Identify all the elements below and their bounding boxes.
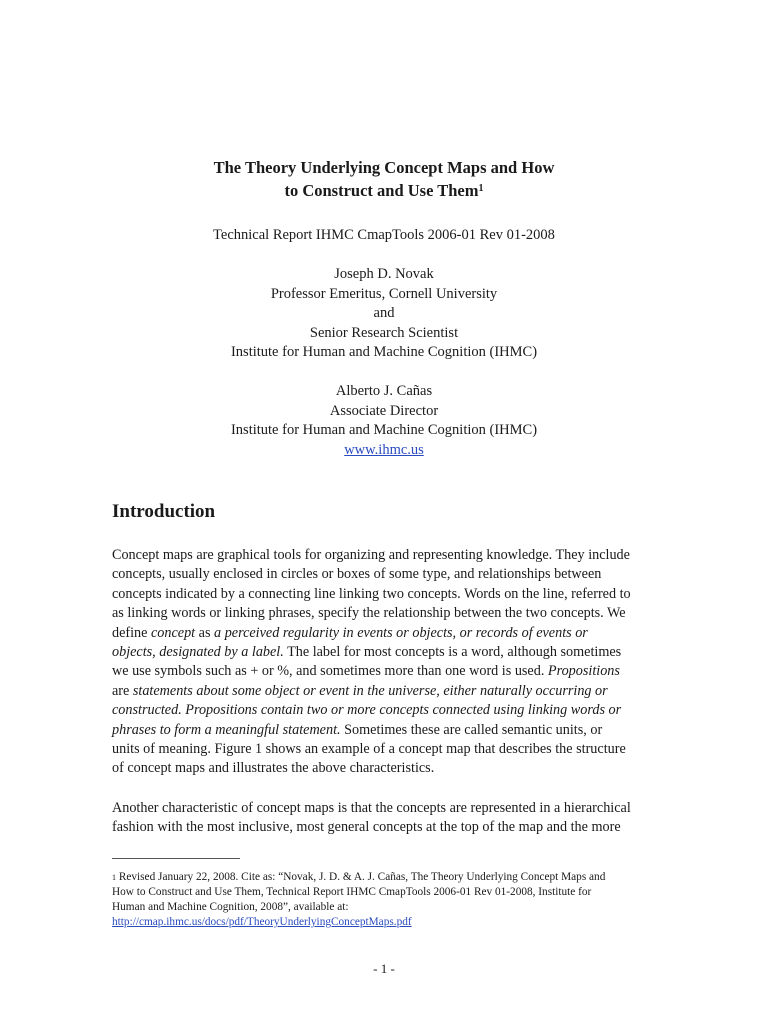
line-text: define (112, 624, 151, 641)
paragraph-line (112, 701, 666, 720)
italic-term: Propositions (547, 663, 620, 680)
title-line-2-text: to Construct and Use Them (284, 181, 479, 200)
page-number: - 1 - (373, 961, 395, 976)
paragraph-line (112, 682, 666, 701)
section-heading-introduction: Introduction (112, 501, 216, 522)
paragraph-line (112, 604, 666, 623)
line-text: are (112, 682, 133, 699)
italic-definition: phrases to form a meaningful statement. (112, 721, 341, 738)
line-text: fashion with the most inclusive, most general concepts at the top of the map and the more (112, 819, 621, 836)
report-text: Technical Report IHMC CmapTools 2006-01 Rev 01-2008 (213, 227, 555, 243)
paragraph-line (112, 662, 666, 681)
report-designation (0, 226, 768, 246)
line-text: we use symbols such as + or %, and sometimes more than one word is used. (112, 663, 548, 680)
author-name: Joseph D. Novak (334, 266, 434, 282)
line-text: concepts, usually enclosed in circles or boxes of some type, and relationships between (112, 566, 602, 583)
line-text (112, 643, 621, 662)
paragraph-line (112, 624, 666, 643)
paragraph-line (112, 799, 666, 818)
line-text: as linking words or linking phrases, specify the relationship between the two concepts. We (112, 605, 626, 622)
author-conjunction: and (373, 305, 395, 321)
paragraph-line (112, 721, 666, 740)
title-line-2 (0, 179, 768, 202)
footnote-separator (112, 858, 240, 859)
author-affiliation: Institute for Human and Machine Cognition (IHMC) (230, 344, 538, 360)
italic-definition: statements about some object or event in the universe, either naturally occurring or (132, 682, 608, 699)
footnote-line: How to Construct and Use Them, Technical Report IHMC CmapTools 2006-01 Rev 01-2008, Institute for (112, 886, 592, 898)
author-affiliation: Institute for Human and Machine Cognition (IHMC) (230, 422, 538, 438)
italic-definition: objects, designated by a label. (112, 643, 284, 660)
paragraph-line (112, 759, 666, 778)
footnote-line (112, 870, 666, 885)
footnote-line (112, 915, 666, 930)
line-text: Concept maps are graphical tools for organizing and representing knowledge. They include (112, 547, 630, 563)
italic-term: concept (151, 624, 196, 641)
pdf-url-link[interactable]: http://cmap.ihmc.us/docs/pdf/TheoryUnderlyingConceptMaps.pdf (112, 916, 412, 928)
line-text: Sometimes these are called semantic units, or (340, 721, 603, 738)
footnote-mark: 1 (112, 873, 116, 882)
introduction-paragraph-1 (112, 546, 666, 779)
title-footnote-mark[interactable]: 1 (478, 183, 484, 194)
line-text: concepts indicated by a connecting line linking two concepts. Words on the line, referred to (112, 585, 631, 602)
italic-definition: a perceived regularity in events or objects, or records of events or (214, 624, 588, 641)
paragraph-line (112, 740, 666, 759)
author-role: Senior Research Scientist (309, 324, 459, 341)
paragraph-line (112, 546, 666, 565)
introduction-paragraph-2 (112, 799, 666, 838)
line-text (112, 682, 608, 701)
paragraph-line (112, 643, 666, 662)
line-text (112, 721, 602, 740)
title-line-1: The Theory Underlying Concept Maps and How (213, 158, 555, 177)
line-text: of concept maps and illustrates the above characteristics. (112, 760, 435, 777)
website-link[interactable]: www.ihmc.us (344, 441, 424, 458)
line-text: The label for most concepts is a word, although sometimes (283, 643, 622, 660)
footnote (112, 870, 666, 930)
author-name: Alberto J. Cañas (335, 383, 433, 399)
document-title (0, 156, 768, 202)
author-block-novak (0, 265, 768, 363)
paragraph-line (112, 585, 666, 604)
italic-definition: constructed. Propositions contain two or more concepts connected using linking words or (112, 702, 622, 719)
paragraph-line (112, 818, 666, 837)
line-text (112, 662, 620, 681)
line-text: Another characteristic of concept maps is that the concepts are represented in a hierarchical (112, 800, 631, 816)
footnote-line: Human and Machine Cognition, 2008”, available at: (112, 901, 349, 913)
paragraph-line (112, 565, 666, 584)
line-text: units of meaning. Figure 1 shows an example of a concept map that describes the structure (112, 740, 626, 757)
author-block-canas (0, 382, 768, 460)
author-role: Associate Director (329, 402, 439, 419)
author-role: Professor Emeritus, Cornell University (270, 285, 498, 302)
line-text: as (195, 624, 215, 641)
footnote-text: Revised January 22, 2008. Cite as: “Novak, J. D. & A. J. Cañas, The Theory Underlying Concept Maps and (116, 871, 606, 883)
line-text (112, 624, 588, 643)
